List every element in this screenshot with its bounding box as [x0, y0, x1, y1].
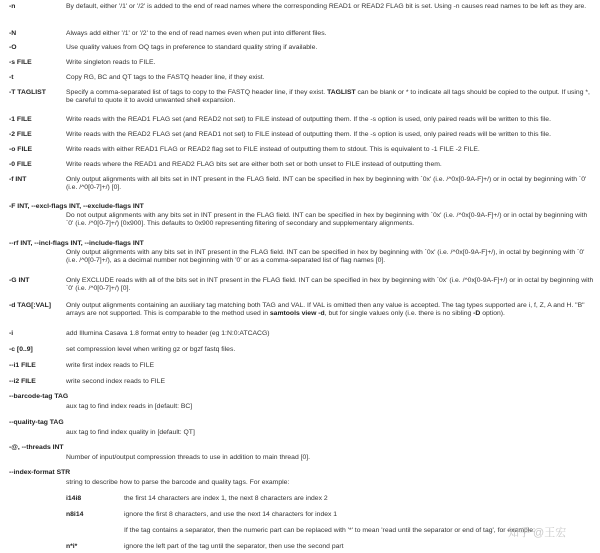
option-T: -T TAGLIST — [9, 89, 46, 96]
option-index-format-desc: string to describe how to parse the barcode and quality tags. For example: — [66, 479, 290, 486]
option-F-desc: Do not output alignments with any bits set in INT present in the FLAG field. INT can be specified in hex by beginning with `0x' (i.e. /^0x[0-9A-F]+/) or in octal by beginning with `0' (i.e. /^0[0-7]+/) [0x900]. This defaults to 0x900 representing filtering of secondary and supplementary alignments. — [66, 212, 588, 227]
option-f: -f INT — [9, 176, 27, 183]
option-s: -s FILE — [9, 59, 32, 66]
option-barcode-tag-desc: aux tag to find index reads in [default: BC] — [66, 403, 193, 410]
option-t: -t — [9, 74, 14, 81]
option-i-desc: add Illumina Casava 1.8 format entry to header (eg 1:N:0:ATCACG) — [66, 330, 270, 337]
option-0: -0 FILE — [9, 161, 32, 168]
example-desc-n8i14: ignore the first 8 characters, and use the next 14 characters for index 1 — [124, 511, 338, 518]
option-index-format: --index-format STR — [9, 469, 71, 476]
option-n: -n — [9, 3, 16, 10]
option-threads: -@, --threads INT — [9, 444, 64, 451]
option-d-desc-e: option). — [482, 310, 505, 317]
option-N-desc: Always add either '/1' or '/2' to the end of read names even when put into different files. — [66, 30, 327, 37]
option-F: -F INT, --excl-flags INT, --exclude-flags INT — [9, 203, 144, 210]
option-d: -d TAG[:VAL] — [9, 302, 52, 309]
option-barcode-tag: --barcode-tag TAG — [9, 393, 69, 400]
option-i2: --i2 FILE — [9, 378, 36, 385]
option-O-desc: Use quality values from OQ tags in preference to standard quality string if available. — [66, 44, 318, 51]
option-o: -o FILE — [9, 146, 33, 153]
option-0-desc: Write reads where the READ1 and READ2 FLAG bits set are either both set or both unset to FILE instead of outputting them. — [66, 161, 442, 168]
option-G: -G INT — [9, 277, 30, 284]
option-2: -2 FILE — [9, 131, 32, 138]
option-T-desc-b: TAGLIST — [327, 89, 356, 96]
example-key-nstar: n*i* — [66, 543, 78, 550]
option-rf-desc: Only output alignments with any bits set in INT present in the FLAG field. INT can be specified in hex by beginning with `0x' (i.e. /^0x[0-9A-F]+/), in octal by beginning with `0' (i.e. /^0[0-7]+/), as a decimal number not beginning with '0' or as a comma-separated list of flag names [0]. — [66, 249, 585, 264]
option-quality-tag-desc: aux tag to find index quality in [default: QT] — [66, 429, 195, 436]
option-rf: --rf INT, --incl-flags INT, --include-flags INT — [9, 240, 144, 247]
option-c: -c [0..9] — [9, 346, 33, 353]
option-t-desc: Copy RG, BC and QT tags to the FASTQ header line, if they exist. — [66, 74, 265, 81]
option-G-desc: Only EXCLUDE reads with all of the bits set in INT present in the FLAG field. INT can be specified in hex by beginning with `0x' (i.e. /^0x[0-9A-F]+/) or in octal by beginning with `0' (i.e. /^0[0-7]+/) [0]. — [66, 277, 594, 292]
option-T-desc-a: Specify a comma-separated list of tags to copy to the FASTQ header line, if they exist. — [66, 89, 326, 96]
option-1: -1 FILE — [9, 116, 32, 123]
option-i: -i — [9, 330, 14, 337]
option-n-desc: By default, either '/1' or '/2' is added to the end of read names where the corresponding READ1 or READ2 FLAG bit is set. Using -n causes read names to be left as they are. — [66, 3, 587, 10]
option-d-desc — [66, 302, 594, 318]
option-i2-desc: write second index reads to FILE — [66, 378, 165, 385]
option-d-desc-b: samtools view -d — [269, 310, 325, 317]
option-N: -N — [9, 30, 17, 37]
example-key-n8i14: n8i14 — [66, 511, 84, 518]
option-2-desc: Write reads with the READ2 FLAG set (and READ1 not set) to FILE instead of outputting them. If the -s option is used, only paired reads will be written to this file. — [66, 131, 551, 138]
option-d-desc-d: -D — [473, 310, 481, 317]
option-quality-tag: --quality-tag TAG — [9, 419, 64, 426]
example-separator-note: If the tag contains a separator, then the numeric part can be replaced with '*' to mean 'read until the separator or end of tag', for example: — [124, 527, 535, 534]
option-c-desc: set compression level when writing gz or bgzf fastq files. — [66, 346, 236, 353]
option-d-desc-c: , but for single values only (i.e. there is no sibling — [324, 310, 472, 317]
option-T-desc-c: can be blank or * to indicate all tags should be copied to the output. If using *, be careful to quote it to avoid unwanted shell expansion. — [66, 89, 590, 104]
option-s-desc: Write singleton reads to FILE. — [66, 59, 156, 66]
example-key-i14i8: i14i8 — [66, 495, 82, 502]
option-T-desc — [66, 89, 594, 105]
option-threads-desc: Number of input/output compression threads to use in addition to main thread [0]. — [66, 454, 311, 461]
option-O: -O — [9, 44, 17, 51]
option-d-desc-a: Only output alignments containing an auxiliary tag matching both TAG and VAL. If VAL is omitted then any value is accepted. The tag types supported are i, f, Z, A and H. "B" arrays are not supported. This is comparable to the method used in — [66, 302, 585, 317]
option-i1: --i1 FILE — [9, 362, 36, 369]
example-desc-i14i8: the first 14 characters are index 1, the next 8 characters are index 2 — [124, 495, 328, 502]
example-desc-nstar: ignore the left part of the tag until the separator, then use the second part — [124, 543, 344, 550]
option-f-desc: Only output alignments with all bits set in INT present in the FLAG field. INT can be specified in hex by beginning with `0x' (i.e. /^0x[0-9A-F]+/) or in octal by beginning with `0' (i.e. /^0[0-7]+/) [0]. — [66, 176, 587, 191]
option-o-desc: Write reads with either READ1 FLAG or READ2 flag set to FILE instead of outputting them to stdout. This is equivalent to -1 FILE -2 FILE. — [66, 146, 480, 153]
zhihu-watermark: 知乎 @王宏 — [508, 527, 567, 539]
option-i1-desc: write first index reads to FILE — [66, 362, 155, 369]
option-1-desc: Write reads with the READ1 FLAG set (and READ2 not set) to FILE instead of outputting them. If the -s option is used, only paired reads will be written to this file. — [66, 116, 551, 123]
